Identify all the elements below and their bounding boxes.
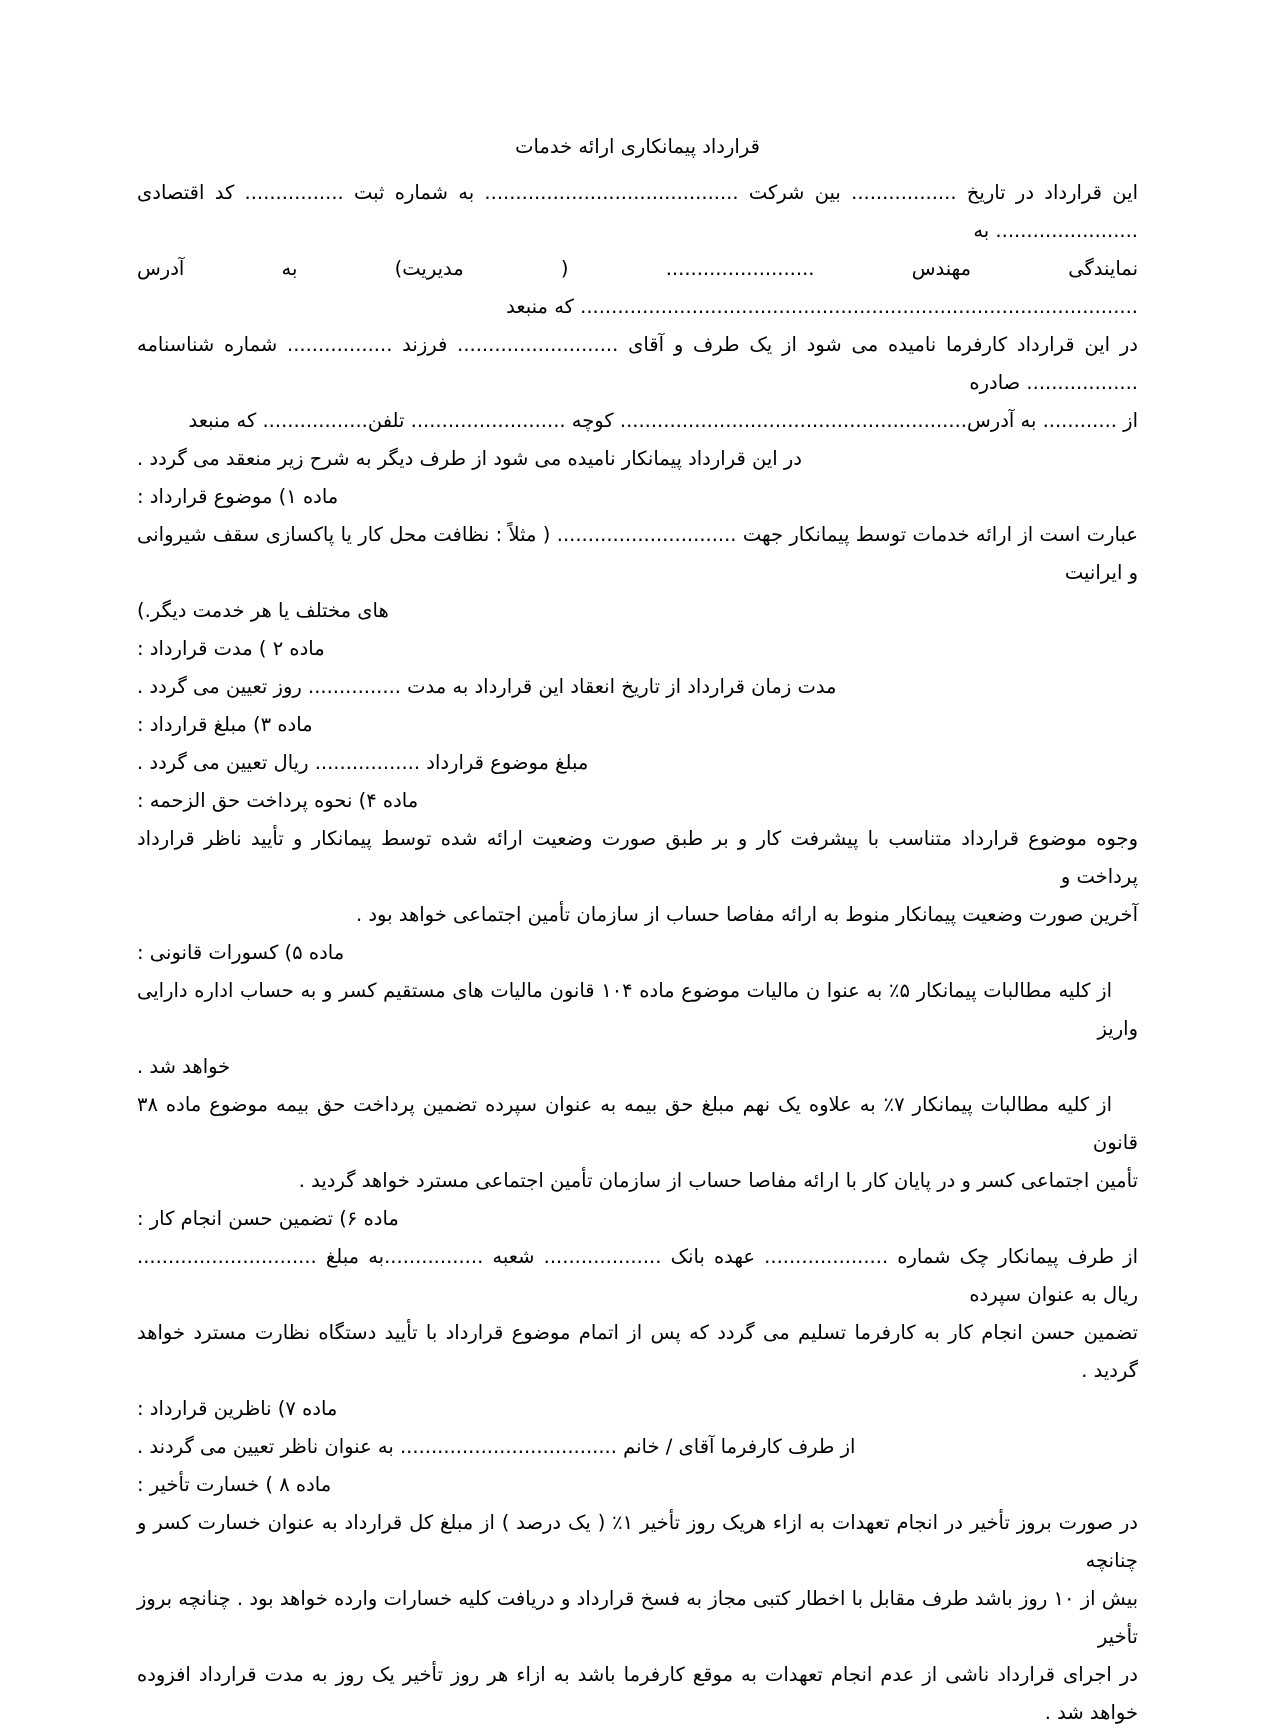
- article-4-block: [137, 782, 1138, 934]
- article-1-body-line-1: عبارت است از ارائه خدمات توسط پیمانکار جهت ............................. ( مثلاً : نظافت محل کار یا پاکسازی سقف شیروانی و ایرانیت: [137, 523, 1138, 584]
- article-2-block: [137, 630, 1138, 706]
- article-4-body-line-2: آخرین صورت وضعیت پیمانکار منوط به ارائه مفاصا حساب از سازمان تأمین اجتماعی خواهد بود .: [355, 903, 1138, 926]
- article-8-heading: ماده ۸ ) خسارت تأخیر :: [137, 1473, 332, 1496]
- preamble-line-1: این قرارداد در تاریخ ................. بین شرکت ......................................... به شماره ثبت ................ کد اقتصادی ....................... به: [137, 181, 1138, 242]
- preamble-block: [137, 174, 1138, 478]
- article-8-body-line-1: در صورت بروز تأخیر در انجام تعهدات به ازاء هریک روز تأخیر ۱٪ ( یک درصد ) از مبلغ کل قرارداد به عنوان خسارت کسر و چنانچه: [137, 1511, 1138, 1572]
- article-5-body-line-3: از کلیه مطالبات پیمانکار ۷٪ به علاوه یک نهم مبلغ حق بیمه به عنوان سپرده تضمین پرداخت حق بیمه موضوع ماده ۳۸ قانون: [137, 1093, 1138, 1154]
- article-5-body-line-4: تأمین اجتماعی کسر و در پایان کار با ارائه مفاصا حساب از سازمان تأمین اجتماعی مسترد خواهد گردید .: [298, 1169, 1138, 1192]
- article-3-block: [137, 706, 1138, 782]
- preamble-line-5: در این قرارداد پیمانکار نامیده می شود از طرف دیگر به شرح زیر منعقد می گردد .: [137, 447, 802, 470]
- article-2-body-line-1: مدت زمان قرارداد از تاریخ انعقاد این قرارداد به مدت ............... روز تعیین می گردد .: [137, 675, 837, 698]
- article-5-heading: ماده ۵) کسورات قانونی :: [137, 941, 345, 964]
- document-body: [137, 128, 1138, 1732]
- page-title: قرارداد پیمانکاری ارائه خدمات: [515, 135, 760, 158]
- article-1-heading: ماده ۱) موضوع قرارداد :: [137, 485, 339, 508]
- article-6-heading: ماده ۶) تضمین حسن انجام کار :: [137, 1207, 399, 1230]
- article-1-block: [137, 478, 1138, 630]
- article-8-body-line-3: در اجرای قرارداد ناشی از عدم انجام تعهدات به موقع کارفرما باشد به ازاء هر روز تأخیر یک روز به مدت قرارداد افزوده خواهد شد .: [137, 1663, 1138, 1724]
- article-4-heading: ماده ۴) نحوه پرداخت حق الزحمه :: [137, 789, 419, 812]
- preamble-line-2: نمایندگی مهندس ........................ ( مدیریت) به آدرس .......................................................................................... که منبعد: [137, 257, 1138, 318]
- article-7-heading: ماده ۷) ناظرین قرارداد :: [137, 1397, 338, 1420]
- article-6-body-line-1: از طرف پیمانکار چک شماره .................... عهده بانک ................... شعبه ................به مبلغ ............................. ریال به عنوان سپرده: [137, 1245, 1138, 1306]
- article-7-block: [137, 1390, 1138, 1466]
- article-1-body-line-2: های مختلف یا هر خدمت دیگر.): [137, 599, 389, 622]
- article-5-body-line-1: از کلیه مطالبات پیمانکار ۵٪ به عنوا ن مالیات موضوع ماده ۱۰۴ قانون مالیات های مستقیم کسر و به حساب اداره دارایی واریز: [137, 979, 1138, 1040]
- article-8-body-line-2: بیش از ۱۰ روز باشد طرف مقابل با اخطار کتبی مجاز به فسخ قرارداد و دریافت کلیه خسارات وارده خواهد بود . چنانچه بروز تأخیر: [137, 1587, 1139, 1648]
- article-3-heading: ماده ۳) مبلغ قرارداد :: [137, 713, 313, 736]
- article-6-body-line-2: تضمین حسن انجام کار به کارفرما تسلیم می گردد که پس از اتمام موضوع قرارداد با تأیید دستگاه نظارت مسترد خواهد گردید .: [137, 1321, 1138, 1382]
- article-5-block: [137, 934, 1138, 1200]
- article-8-block: [137, 1466, 1138, 1732]
- article-2-heading: ماده ۲ ) مدت قرارداد :: [137, 637, 325, 660]
- article-7-body-line-1: از طرف کارفرما آقای / خانم ................................... به عنوان ناظر تعیین می گردند .: [137, 1435, 856, 1458]
- article-5-body-line-2: خواهد شد .: [137, 1055, 231, 1078]
- article-3-body-line-1: مبلغ موضوع قرارداد ................. ریال تعیین می گردد .: [137, 751, 589, 774]
- article-6-block: [137, 1200, 1138, 1390]
- preamble-line-4: از ............ به آدرس........................................................ کوچه ......................... تلفن................. که منبعد: [188, 409, 1138, 432]
- article-4-body-line-1: وجوه موضوع قرارداد متناسب با پیشرفت کار و بر طبق صورت وضعیت ارائه شده توسط پیمانکار و تأیید ناظر قرارداد پرداخت و: [137, 827, 1138, 888]
- preamble-line-3: در این قرارداد کارفرما نامیده می شود از یک طرف و آقای .......................... فرزند ................. شماره شناسنامه .................. صادره: [137, 333, 1138, 394]
